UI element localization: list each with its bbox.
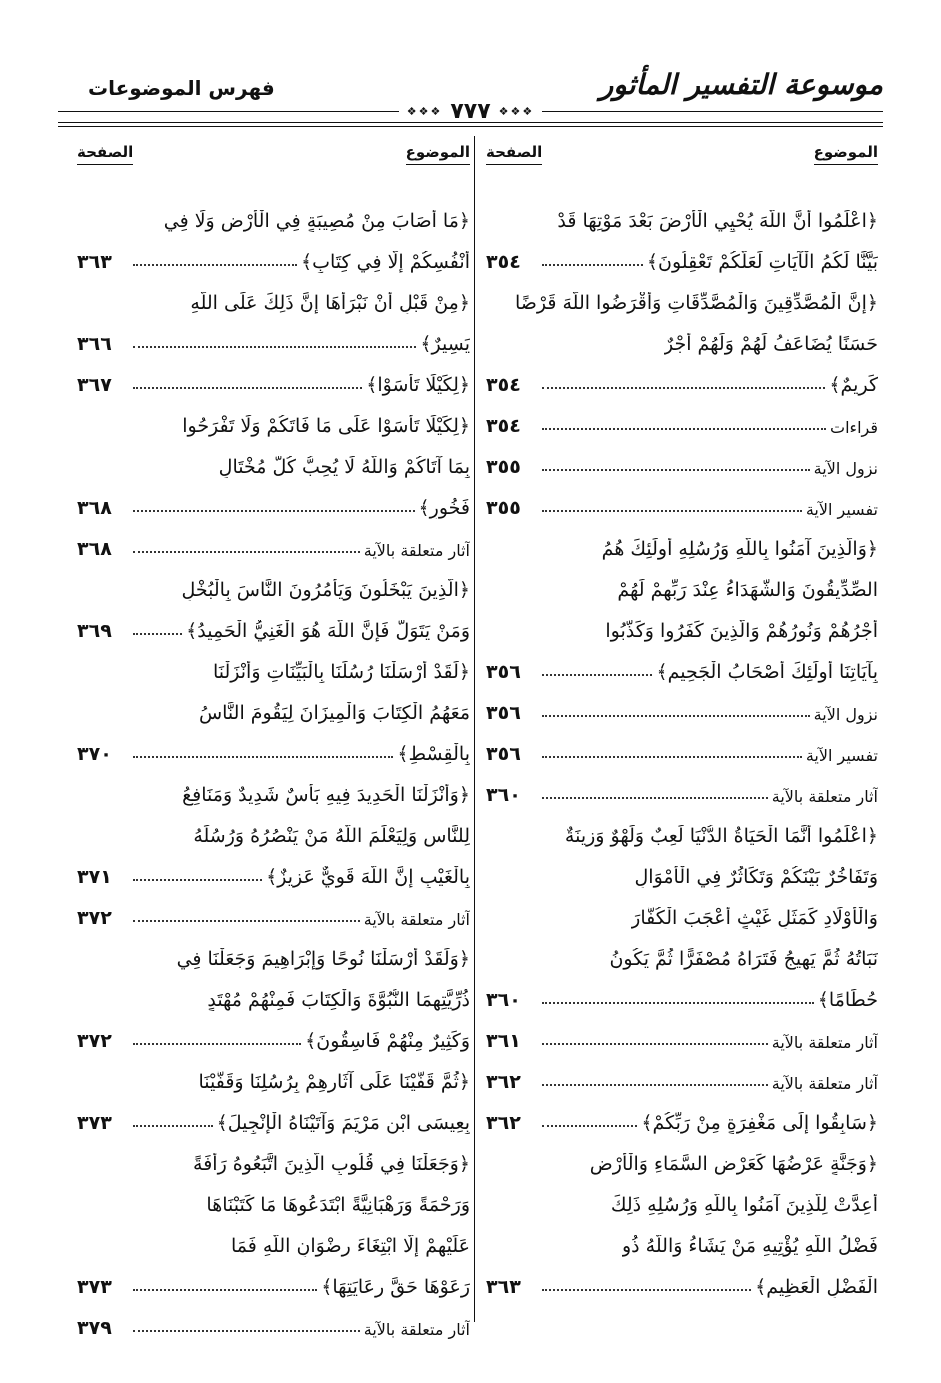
- entry-line: [77, 724, 470, 765]
- entry-line: [486, 1257, 878, 1298]
- entry-line: [486, 314, 878, 355]
- entry-line: [77, 273, 470, 314]
- dot-leader: [133, 1289, 317, 1291]
- entry-text: ﴿وَأَنْزَلْنَا الْحَدِيدَ فِيهِ بَأْسٌ شَدِيدٌ وَمَنَافِعُ: [182, 784, 470, 806]
- page-ref: ٣٥٦: [486, 702, 521, 724]
- entry-text: ﴿اعْلَمُوا أَنَّ اللَّهَ يُحْيِي الْأَرْضَ بَعْدَ مَوْتِهَا قَدْ: [557, 210, 878, 232]
- page-ref: ٣٦٩: [77, 620, 112, 642]
- entry-text: ﴿لِكَيْلَا تَأْسَوْا عَلَى مَا فَاتَكُمْ وَلَا تَفْرَحُوا: [182, 415, 470, 437]
- dot-leader: [133, 1125, 213, 1127]
- entry-text: وَرَحْمَةً وَرَهْبَانِيَّةً ابْتَدَعُوهَا مَا كَتَبْنَاهَا: [206, 1194, 470, 1216]
- page-ref: ٣٦٠: [486, 989, 521, 1011]
- verse-entry: [77, 1052, 470, 1134]
- dot-leader: [133, 510, 415, 512]
- dot-leader: [542, 1002, 814, 1004]
- entry-line: [486, 478, 878, 519]
- page-ref: ٣٦٣: [77, 251, 112, 273]
- entry-text: ﴿الَّذِينَ يَبْخَلُونَ وَيَأْمُرُونَ النَّاسَ بِالْبُخْلِ: [181, 579, 470, 601]
- entry-line: [486, 1216, 878, 1257]
- entry-text: بِعِيسَى ابْنِ مَرْيَمَ وَآتَيْنَاهُ الْإِنْجِيلَ﴾: [216, 1112, 470, 1134]
- dot-leader: [133, 879, 262, 881]
- page-ref: ٣٥٦: [486, 661, 521, 683]
- entry-line: [77, 642, 470, 683]
- entry-line: [486, 929, 878, 970]
- entry-line: [77, 314, 470, 355]
- dot-leader: [133, 387, 362, 389]
- entry-line: [486, 1011, 878, 1052]
- dot-leader: [542, 1043, 768, 1045]
- entry-text: ﴿لِكَيْلَا تَأْسَوْا﴾: [366, 374, 470, 396]
- entry-line: [77, 929, 470, 970]
- dot-leader: [542, 1289, 751, 1291]
- dot-leader: [133, 756, 393, 758]
- entry-line: [77, 1093, 470, 1134]
- page-ref: ٣٥٤: [486, 251, 521, 273]
- verse-entry: [77, 355, 470, 396]
- topic-entry: [486, 1011, 878, 1052]
- entry-text: بِآيَاتِنَا أُولَئِكَ أَصْحَابُ الْجَحِيمِ﴾: [656, 661, 878, 683]
- entry-text: لِلنَّاسِ وَلِيَعْلَمَ اللَّهُ مَنْ يَنْصُرُهُ وَرُسُلَهُ: [193, 825, 470, 847]
- dot-leader: [542, 797, 768, 799]
- page-ref: ٣٦٣: [486, 1276, 521, 1298]
- dot-leader: [133, 920, 360, 922]
- entry-line: [486, 847, 878, 888]
- entry-text: ﴿مِنْ قَبْلِ أَنْ نَبْرَأَهَا إِنَّ ذَلِكَ عَلَى اللَّهِ: [190, 292, 470, 314]
- entry-line: [77, 601, 470, 642]
- section-title: فهرس الموضوعات: [88, 76, 275, 100]
- verse-entry: [77, 396, 470, 519]
- entry-line: [77, 355, 470, 396]
- dot-leader: [542, 674, 652, 676]
- index-entries: [77, 191, 470, 1339]
- entry-line: [77, 1298, 470, 1339]
- entry-line: [77, 1216, 470, 1257]
- column-header: [77, 143, 470, 191]
- entry-line: [77, 519, 470, 560]
- entry-text: كَرِيمٌ﴾: [829, 374, 878, 396]
- entry-line: [486, 560, 878, 601]
- topic-entry: [77, 519, 470, 560]
- page-ref: ٣٥٤: [486, 374, 521, 396]
- entry-line: [77, 437, 470, 478]
- entry-line: [77, 765, 470, 806]
- entry-text: نزول الآية: [813, 705, 878, 724]
- entry-text: ﴿مَا أَصَابَ مِنْ مُصِيبَةٍ فِي الْأَرْضِ وَلَا فِي: [163, 210, 470, 232]
- topic-entry: [486, 765, 878, 806]
- index-column-right: [486, 143, 878, 1298]
- header-line-right: [542, 111, 883, 112]
- topic-header: الموضوع: [406, 143, 470, 165]
- entry-line: [486, 1052, 878, 1093]
- verse-entry: [486, 1134, 878, 1298]
- entry-text: فَضْلُ اللَّهِ يُؤْتِيهِ مَنْ يَشَاءُ وَاللَّهُ ذُو: [622, 1235, 878, 1257]
- entry-text: ﴿وَجَعَلْنَا فِي قُلُوبِ الَّذِينَ اتَّبَعُوهُ رَأْفَةً: [193, 1153, 470, 1175]
- entry-text: رَعَوْهَا حَقَّ رِعَايَتِهَا﴾: [321, 1276, 470, 1298]
- dot-leader: [542, 264, 643, 266]
- page-ref: ٣٥٦: [486, 743, 521, 765]
- dot-leader: [133, 1330, 360, 1332]
- entry-text: بِالْغَيْبِ إِنَّ اللَّهَ قَوِيٌّ عَزِيزٌ﴾: [266, 866, 470, 888]
- page-ref: ٣٧٣: [77, 1276, 112, 1298]
- entry-line: [77, 888, 470, 929]
- entry-text: الْفَضْلِ الْعَظِيمِ﴾: [755, 1276, 878, 1298]
- entry-line: [77, 683, 470, 724]
- dot-leader: [542, 1084, 768, 1086]
- verse-entry: [77, 765, 470, 888]
- entry-line: [77, 970, 470, 1011]
- entry-text: بِالْقِسْطِ﴾: [397, 743, 470, 765]
- entry-text: ﴿إِنَّ الْمُصَّدِّقِينَ وَالْمُصَّدِّقَاتِ وَأَقْرَضُوا اللَّهَ قَرْضًا: [514, 292, 878, 314]
- page-ref: ٣٦٧: [77, 374, 112, 396]
- entry-line: [486, 683, 878, 724]
- dot-leader: [133, 264, 297, 266]
- entry-line: [486, 1093, 878, 1134]
- entry-text: نزول الآية: [813, 459, 878, 478]
- entry-text: قراءات: [830, 418, 878, 437]
- entry-line: [486, 642, 878, 683]
- page-ref: ٣٧٣: [77, 1112, 112, 1134]
- entry-text: ﴿وَلَقَدْ أَرْسَلْنَا نُوحًا وَإِبْرَاهِيمَ وَجَعَلْنَا فِي: [176, 948, 470, 970]
- page-ref: ٣٧٠: [77, 743, 112, 765]
- topic-entry: [77, 1298, 470, 1339]
- ornament-left-icon: ❖❖❖: [406, 104, 443, 118]
- entry-line: [486, 191, 878, 232]
- entry-text: آثار متعلقة بالآية: [363, 1320, 470, 1339]
- entry-text: آثار متعلقة بالآية: [771, 1074, 878, 1093]
- page-ref: ٣٦٦: [77, 333, 112, 355]
- dot-leader: [542, 469, 810, 471]
- topic-entry: [486, 478, 878, 519]
- book-title: موسوعة التفسير المأثور: [599, 68, 883, 101]
- index-entries: [486, 191, 878, 1298]
- entry-line: [486, 806, 878, 847]
- entry-text: وَالْأَوْلَادِ كَمَثَلِ غَيْثٍ أَعْجَبَ الْكُفَّارَ: [631, 907, 878, 929]
- topic-entry: [486, 396, 878, 437]
- entry-line: [77, 806, 470, 847]
- page-number: ٧٧٧: [450, 98, 491, 124]
- entry-line: [77, 232, 470, 273]
- verse-entry: [486, 806, 878, 1011]
- header-rule: [58, 122, 883, 123]
- topic-entry: [486, 437, 878, 478]
- page-ref: ٣٥٥: [486, 497, 521, 519]
- verse-entry: [486, 519, 878, 683]
- page-ref: ٣٥٥: [486, 456, 521, 478]
- topic-entry: [486, 683, 878, 724]
- entry-line: [486, 601, 878, 642]
- entry-text: ﴿وَجَنَّةٍ عَرْضُهَا كَعَرْضِ السَّمَاءِ وَالْأَرْضِ: [589, 1153, 878, 1175]
- verse-entry: [486, 191, 878, 273]
- entry-text: وَتَفَاخُرٌ بَيْنَكُمْ وَتَكَاثُرٌ فِي الْأَمْوَالِ: [634, 866, 878, 888]
- page-ref: ٣٧٩: [77, 1317, 112, 1339]
- entry-text: ﴿وَالَّذِينَ آمَنُوا بِاللَّهِ وَرُسُلِهِ أُولَئِكَ هُمُ: [601, 538, 878, 560]
- column-header: [486, 143, 878, 191]
- entry-text: تفسير الآية: [805, 500, 878, 519]
- dot-leader: [542, 387, 825, 389]
- entry-line: [486, 1134, 878, 1175]
- entry-text: بَيَّنَّا لَكُمُ الْآيَاتِ لَعَلَّكُمْ تَعْقِلُونَ﴾: [646, 251, 878, 273]
- page-number-row: [58, 98, 883, 124]
- page-ref: ٣٧٢: [77, 907, 112, 929]
- page-header: الصفحة: [486, 143, 542, 165]
- topic-entry: [486, 724, 878, 765]
- entry-line: [486, 519, 878, 560]
- page-ref: ٣٦٠: [486, 784, 521, 806]
- entry-line: [77, 478, 470, 519]
- page-ref: ٣٥٤: [486, 415, 521, 437]
- verse-entry: [77, 642, 470, 765]
- entry-line: [486, 396, 878, 437]
- verse-entry: [77, 273, 470, 355]
- entry-text: بِمَا آتَاكُمْ وَاللَّهُ لَا يُحِبُّ كُلَّ مُخْتَالٍ: [218, 456, 470, 478]
- page-ref: ٣٦٢: [486, 1071, 521, 1093]
- column-divider: [474, 136, 475, 1322]
- verse-entry: [77, 1134, 470, 1298]
- entry-line: [77, 560, 470, 601]
- entry-text: ﴿لَقَدْ أَرْسَلْنَا رُسُلَنَا بِالْبَيِّنَاتِ وَأَنْزَلْنَا: [212, 661, 470, 683]
- page-ref: ٣٧١: [77, 866, 112, 888]
- entry-text: آثار متعلقة بالآية: [363, 541, 470, 560]
- verse-entry: [486, 273, 878, 396]
- page-header: الصفحة: [77, 143, 133, 165]
- page-ref: ٣٦٢: [486, 1112, 521, 1134]
- entry-text: وَكَثِيرٌ مِنْهُمْ فَاسِقُونَ﴾: [305, 1030, 470, 1052]
- dot-leader: [133, 633, 182, 635]
- entry-text: عَلَيْهِمْ إِلَّا ابْتِغَاءَ رِضْوَانِ اللَّهِ فَمَا: [230, 1235, 470, 1257]
- entry-text: وَمَنْ يَتَوَلَّ فَإِنَّ اللَّهَ هُوَ الْغَنِيُّ الْحَمِيدُ﴾: [186, 620, 470, 642]
- entry-line: [486, 232, 878, 273]
- entry-text: نَبَاتُهُ ثُمَّ يَهِيجُ فَتَرَاهُ مُصْفَرًّا ثُمَّ يَكُونُ: [609, 948, 878, 970]
- entry-line: [77, 847, 470, 888]
- page-ref: ٣٧٢: [77, 1030, 112, 1052]
- page-header: [58, 58, 883, 124]
- entry-text: ﴿اعْلَمُوا أَنَّمَا الْحَيَاةُ الدُّنْيَا لَعِبٌ وَلَهْوٌ وَزِينَةٌ: [564, 825, 878, 847]
- header-rule-2: [58, 126, 883, 127]
- entry-line: [486, 355, 878, 396]
- entry-line: [486, 273, 878, 314]
- dot-leader: [542, 510, 802, 512]
- entry-text: الصِّدِّيقُونَ وَالشُّهَدَاءُ عِنْدَ رَبِّهِمْ لَهُمْ: [617, 579, 878, 601]
- entry-text: آثار متعلقة بالآية: [363, 910, 470, 929]
- entry-text: أَجْرُهُمْ وَنُورُهُمْ وَالَّذِينَ كَفَرُوا وَكَذَّبُوا: [605, 620, 878, 642]
- entry-line: [486, 970, 878, 1011]
- page-ref: ٣٦٨: [77, 538, 112, 560]
- topic-header: الموضوع: [814, 143, 878, 165]
- topic-entry: [77, 888, 470, 929]
- index-column-left: [77, 143, 470, 1339]
- entry-text: مَعَهُمُ الْكِتَابَ وَالْمِيزَانَ لِيَقُومَ النَّاسُ: [198, 702, 470, 724]
- entry-line: [77, 396, 470, 437]
- entry-line: [77, 191, 470, 232]
- verse-entry: [77, 929, 470, 1052]
- entry-text: يَسِيرٌ﴾: [420, 333, 470, 355]
- entry-text: ذُرِّيَّتِهِمَا النُّبُوَّةَ وَالْكِتَابَ فَمِنْهُمْ مُهْتَدٍ: [207, 989, 470, 1011]
- page-ref: ٣٦٨: [77, 497, 112, 519]
- entry-text: فَخُورٍ﴾: [418, 497, 470, 519]
- dot-leader: [133, 1043, 301, 1045]
- entry-text: أَنْفُسِكُمْ إِلَّا فِي كِتَابٍ﴾: [300, 251, 470, 273]
- entry-line: [77, 1257, 470, 1298]
- entry-text: حَسَنًا يُضَاعَفُ لَهُمْ وَلَهُمْ أَجْرٌ: [663, 333, 878, 355]
- entry-text: آثار متعلقة بالآية: [771, 1033, 878, 1052]
- verse-entry: [77, 560, 470, 642]
- topic-entry: [486, 1052, 878, 1093]
- entry-text: تفسير الآية: [805, 746, 878, 765]
- entry-text: ﴿ثُمَّ قَفَّيْنَا عَلَى آثَارِهِمْ بِرُسُلِنَا وَقَفَّيْنَا: [198, 1071, 470, 1093]
- verse-entry: [77, 191, 470, 273]
- entry-line: [486, 437, 878, 478]
- header-line-left: [58, 111, 399, 112]
- entry-line: [77, 1134, 470, 1175]
- dot-leader: [133, 551, 360, 553]
- entry-line: [77, 1011, 470, 1052]
- entry-text: أُعِدَّتْ لِلَّذِينَ آمَنُوا بِاللَّهِ وَرُسُلِهِ ذَلِكَ: [610, 1194, 878, 1216]
- page-ref: ٣٦١: [486, 1030, 521, 1052]
- dot-leader: [542, 428, 826, 430]
- entry-line: [486, 724, 878, 765]
- dot-leader: [542, 1125, 637, 1127]
- entry-text: ﴿سَابِقُوا إِلَى مَغْفِرَةٍ مِنْ رَبِّكُمْ﴾: [641, 1112, 878, 1134]
- dot-leader: [542, 756, 802, 758]
- entry-line: [486, 765, 878, 806]
- dot-leader: [542, 715, 810, 717]
- entry-line: [486, 1175, 878, 1216]
- dot-leader: [133, 346, 416, 348]
- entry-text: آثار متعلقة بالآية: [771, 787, 878, 806]
- entry-line: [486, 888, 878, 929]
- entry-text: حُطَامًا﴾: [817, 989, 878, 1011]
- ornament-right-icon: ❖❖❖: [498, 104, 535, 118]
- verse-entry: [486, 1093, 878, 1134]
- entry-line: [77, 1175, 470, 1216]
- entry-line: [77, 1052, 470, 1093]
